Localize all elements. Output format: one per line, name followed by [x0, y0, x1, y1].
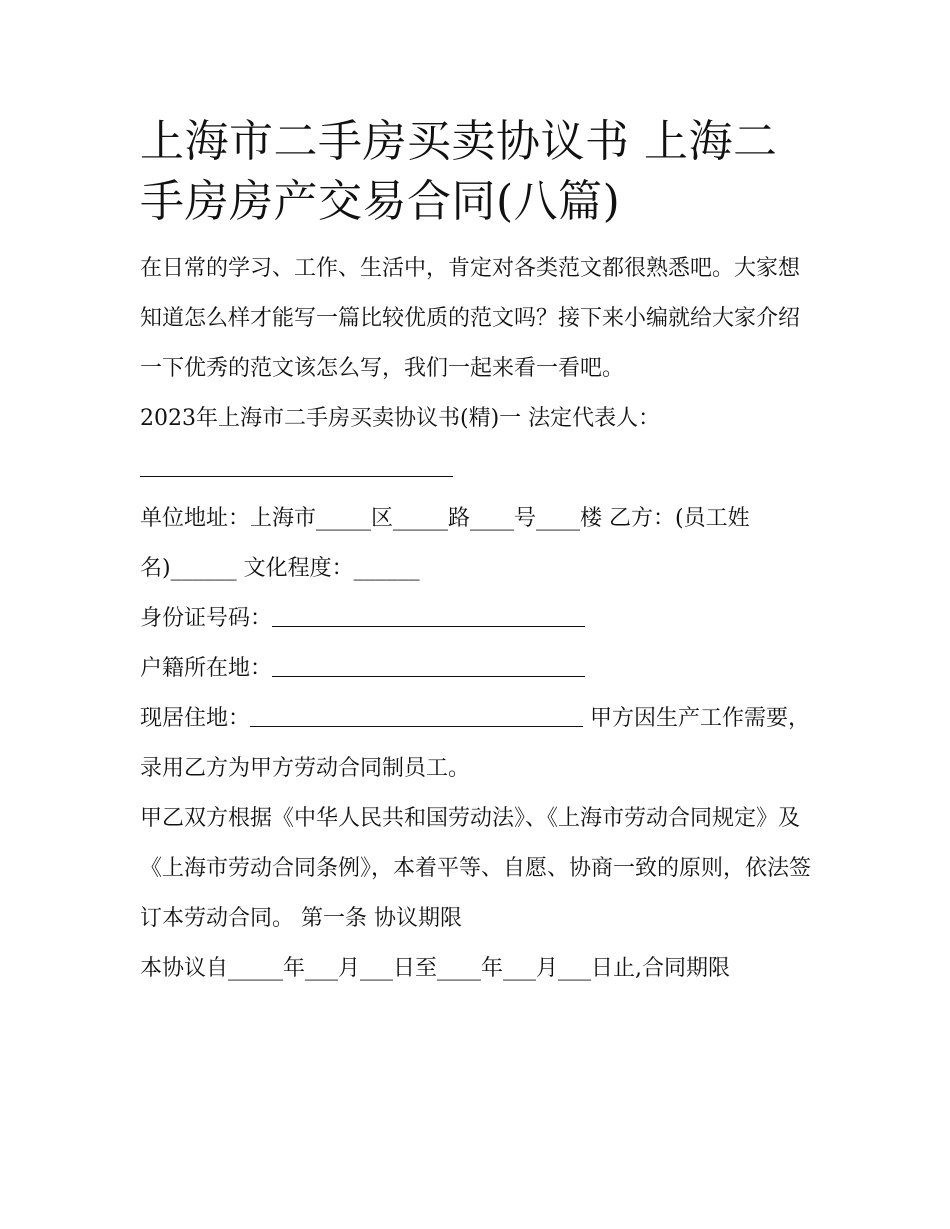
residence-label: 现居住地：	[140, 706, 251, 731]
id-number-blank	[272, 606, 585, 627]
basis-paragraph: 甲乙双方根据《中华人民共和国劳动法》、《上海市劳动合同规定》及《上海市劳动合同条例》，本着平等、自愿、协商一致的原则，依法签订本劳动合同。 第一条 协议期限	[140, 806, 812, 931]
residence-tail: 甲方因生产工作需要，录用乙方为甲方劳动合同制员工。	[140, 706, 811, 781]
representative-blank	[140, 456, 453, 477]
term-paragraph: 本协议自_____年___月___日至____年___月___日止,合同期限	[140, 956, 730, 981]
id-number-label: 身份证号码：	[140, 606, 273, 631]
document-page	[140, 112, 820, 994]
document-title: 上海市二手房买卖协议书 上海二手房房产交易合同(八篇)	[140, 116, 778, 227]
intro-paragraph: 在日常的学习、工作、生活中，肯定对各类范文都很熟悉吧。大家想知道怎么样才能写一篇比较优质的范文吗？接下来小编就给大家介绍一下优秀的范文该怎么写，我们一起来看一看吧。	[140, 256, 801, 381]
signature-blank-row	[140, 444, 820, 494]
residence-blank	[250, 706, 583, 727]
household-row	[140, 644, 820, 694]
household-blank	[272, 656, 585, 677]
heading-line: 2023年上海市二手房买卖协议书(精)一 法定代表人：	[140, 406, 661, 431]
household-label: 户籍所在地：	[140, 656, 273, 681]
id-number-row	[140, 594, 820, 644]
residence-paragraph	[140, 694, 820, 794]
unit-address-paragraph: 单位地址：上海市_____区_____路____号____楼 乙方：(员工姓名)______ 文化程度：______	[140, 506, 750, 581]
